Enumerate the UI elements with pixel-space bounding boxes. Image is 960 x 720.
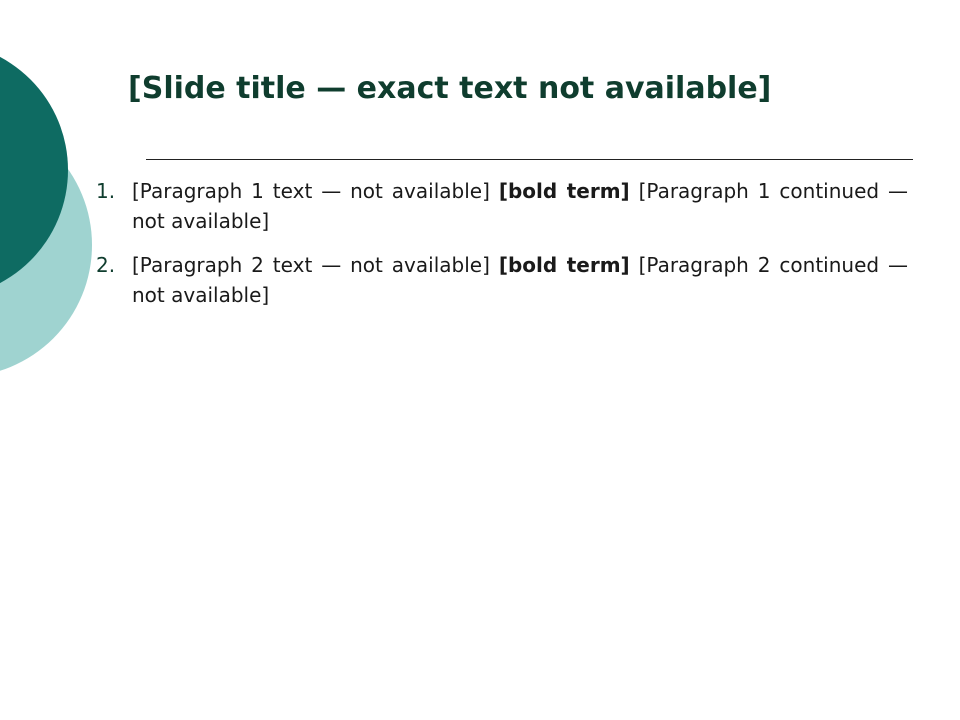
list-item-bold-term: [bold term] <box>498 253 630 277</box>
list-item-text-before: [Paragraph 2 text — not available] <box>132 253 490 277</box>
list-item-bold-term: [bold term] <box>498 179 630 203</box>
slide-title: [Slide title — exact text not available] <box>128 71 772 106</box>
list-item <box>96 250 908 310</box>
list-item-text-before: [Paragraph 1 text — not available] <box>132 179 490 203</box>
list-item <box>96 176 908 236</box>
list-item-number: 1. <box>96 179 116 203</box>
title-divider <box>146 159 913 160</box>
list-item-number: 2. <box>96 253 116 277</box>
light-teal-circle <box>0 113 92 377</box>
list-item-text-after: [Paragraph 2 continued — not available] <box>132 253 909 307</box>
content-list <box>96 176 908 324</box>
list-item-text <box>132 176 908 236</box>
list-item-text <box>132 250 908 310</box>
dark-teal-circle <box>0 42 68 298</box>
list-item-text-after: [Paragraph 1 continued — not available] <box>132 179 909 233</box>
